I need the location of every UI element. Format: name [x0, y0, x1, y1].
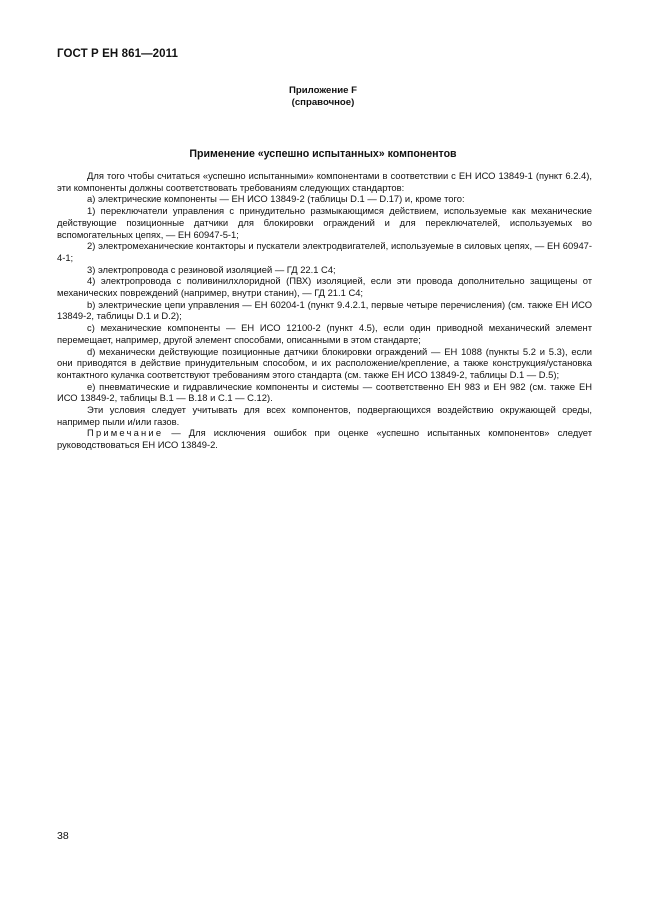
appendix-title: Приложение F: [289, 85, 357, 96]
paragraph-item-a2: 2) электромеханические контакторы и пускатели электродвигателей, используемые в силовых цепях, — ЕН 60947-4-1;: [57, 240, 592, 263]
section-title: Применение «успешно испытанных» компонентов: [189, 148, 457, 160]
note-label: Примечание: [87, 427, 164, 439]
paragraph-intro: Для того чтобы считаться «успешно испытанными» компонентами в соответствии с ЕН ИСО 13849-1 (пункт 6.2.4), эти компоненты должны соответствовать требованиям следующих стандартов:: [57, 170, 592, 193]
paragraph-item-a4: 4) электропровода с поливинилхлоридной (ПВХ) изоляцией, если эти провода дополнительно защищены от механических повреждений (например, внутри станин), — ГД 21.1 С4;: [57, 275, 592, 299]
page-number: 38: [57, 830, 69, 842]
document-header-code: ГОСТ Р ЕН 861—2011: [57, 48, 179, 60]
paragraph-item-d: d) механически действующие позиционные датчики блокировки ограждений — ЕН 1088 (пункты 5.2 и 5.3), если они приводятся в действие принудительным способом, и их расположение/крепление, а также конструкция/установка контактного кулачка соответствуют требованиям этого стандарта (см. также ЕН ИСО 13849-2, таблицы D.1 — D.5);: [57, 345, 592, 380]
paragraph-conditions: Эти условия следует учитывать для всех компонентов, подвергающихся воздействию окружающей среды, например пыли и/или газов.: [57, 404, 592, 427]
document-body: [57, 170, 592, 451]
note: [57, 427, 592, 450]
paragraph-item-a1: 1) переключатели управления с принудительно размыкающимся действием, используемые как механические действующие позиционные датчики для блокировки ограждений и для переключателей, используемых во вспомогательных цепях, — ЕН 60947-5-1;: [57, 205, 592, 240]
paragraph-item-b: b) электрические цепи управления — ЕН 60204-1 (пункт 9.4.2.1, первые четыре перечисления) (см. также ЕН ИСО 13849-2, таблицы D.1 и D.2);: [57, 298, 592, 322]
paragraph-item-a: a) электрические компоненты — ЕН ИСО 13849-2 (таблицы D.1 — D.17) и, кроме того:: [87, 193, 465, 205]
appendix-type: (справочное): [291, 97, 355, 108]
note-text: — Для исключения ошибок при оценке «успешно испытанных компонентов» следует руководствоваться ЕН ИСО 13849-2.: [57, 427, 592, 451]
paragraph-item-c: c) механические компоненты — ЕН ИСО 12100-2 (пункт 4.5), если один приводной механический элемент перемещает, например, другой элемент способами, описанными в этом стандарте;: [57, 322, 592, 345]
paragraph-item-e: e) пневматические и гидравлические компоненты и системы — соответственно ЕН 983 и ЕН 982 (см. также ЕН ИСО 13849-2, таблицы В.1 — В.18 и С.1 — С.12).: [57, 380, 592, 404]
paragraph-item-a3: 3) электропровода с резиновой изоляцией — ГД 22.1 С4;: [87, 263, 336, 275]
